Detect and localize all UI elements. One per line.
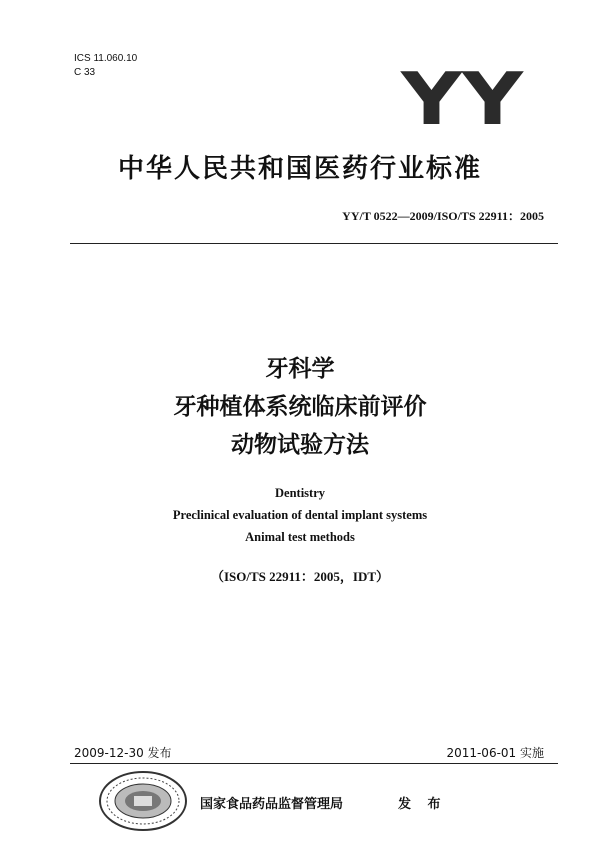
logo-text: YY [400,66,525,130]
chinese-title-line-1: 牙科学 [265,356,335,382]
agency-seal-icon [98,770,188,832]
ics-code: ICS 11.060.10 [74,53,138,64]
ccs-code: C 33 [74,67,96,78]
english-title [0,482,600,548]
adoption-note: （ISO/TS 22911：2005，IDT） [210,569,390,584]
chinese-title-line-2: 牙种植体系统临床前评价 [173,394,427,420]
classification-codes [74,52,137,80]
standard-title: 中华人民共和国医药行业标准 [117,154,482,184]
standard-number: YY/T 0522—2009/ISO/TS 22911：2005 [342,209,544,223]
bottom-divider [70,763,558,764]
implementation-date: 2011-06-01 实施 [446,746,544,760]
english-title-line-1: Dentistry [275,486,325,500]
english-title-line-3: Animal test methods [245,530,355,544]
issue-date: 2009-12-30 发布 [74,746,172,760]
chinese-title [0,350,600,464]
publish-label: 发 布 [398,797,447,812]
english-title-line-2: Preclinical evaluation of dental implant systems [172,508,428,522]
top-divider [70,243,558,244]
yy-logo [400,66,525,130]
publisher-name: 国家食品药品监督管理局 [200,797,344,812]
chinese-title-line-3: 动物试验方法 [231,432,369,458]
